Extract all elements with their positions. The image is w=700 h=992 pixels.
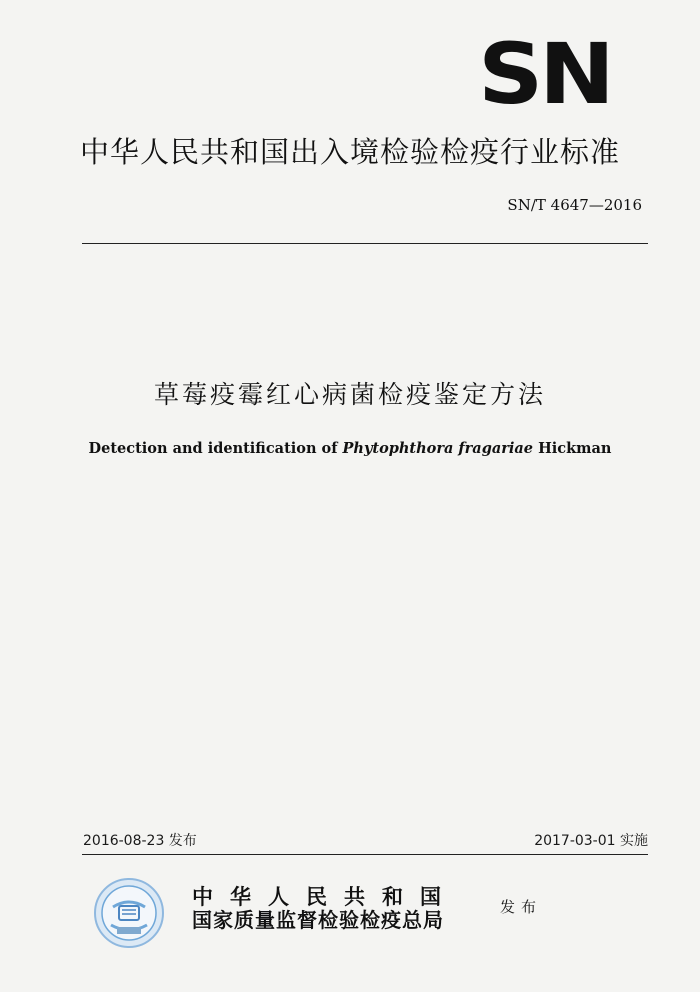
publish-label: 发布: [500, 898, 543, 916]
title-chinese: 草莓疫霉红心病菌检疫鉴定方法: [153, 380, 546, 409]
issue-date: 2016-08-23 发布: [83, 833, 197, 849]
top-divider: [82, 243, 648, 244]
title-english-prefix: Detection and identification of: [88, 440, 343, 457]
issuer-line-1: 中华人民共和国: [192, 884, 458, 909]
org-title: 中华人民共和国出入境检验检疫行业标准: [79, 135, 620, 169]
title-english-suffix: Hickman: [533, 440, 612, 457]
implementation-date: 2017-03-01 实施: [534, 833, 648, 849]
standard-number: SN/T 4647—2016: [507, 196, 642, 214]
bottom-divider: [82, 854, 648, 855]
issuer-line-2: 国家质量监督检验检疫总局: [192, 908, 444, 932]
sn-logo: SN: [478, 25, 611, 123]
certification-seal-icon: [93, 877, 165, 949]
title-english: [0, 440, 700, 457]
title-english-species: Phytophthora fragariae: [342, 440, 534, 457]
